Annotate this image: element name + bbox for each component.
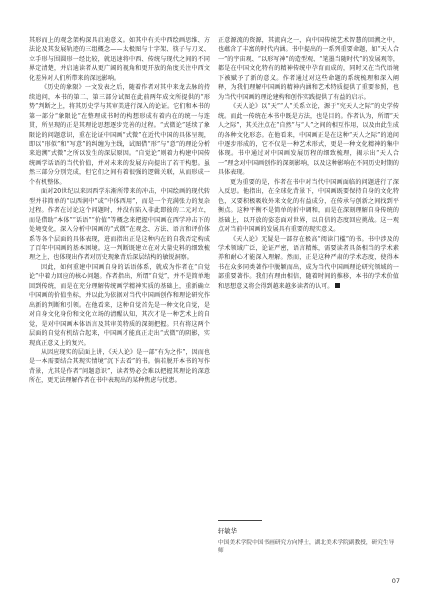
paragraph	[218, 235, 399, 292]
paragraph: 面对20世纪以来因西学东渐所带来的冲击，中国绘画的现代转型并非简单的“以西润中”或“中体西用”，而是一个充满张力的复杂过程。作者在讨论这个问题时，并没有陷入非此即彼的二元对立，而是借助“本体”“话语”“价值”等概念来把握中国画在西学冲击下的处境变化，深入分析中国画的“式微”在观念、方法、语言和评价体系等各个层面的具体表现，进而指出正是这种内在的自我否定构成了百年中国画的基本困境。这一判断既建立在对大量史料的细致梳理之上，也体现出作者对历史现象背后深层结构的敏锐洞察。	[29, 188, 210, 262]
paragraph: 其形而上的观念架构深具启迪意义。如其中有关中西绘画思维、方法论及其发展轨迹的三组概念——太极图与十字架、筷子与刀叉、立手形与围圆形一经比较，就迅速将中西、传统与现代之间的不同界定清楚，并启迪读者从更广阔的视角和更开放的角度关注中西文化差异对人们所带来的深远影响。	[29, 37, 210, 82]
author-divider	[218, 520, 262, 521]
author-block	[218, 527, 399, 556]
author-bio: 中国美术学院中国书画研究方向博士，湖北美术学院副教授，研究生导师	[218, 540, 395, 555]
paragraph-text: 《天人论》无疑是一部存在极高“阅读门槛”的书。书中涉及的学术领域广泛，论证严密，语言精炼，需要读者具备相当的学术素养和耐心才能深入理解。然而，正是这种严肃的学术态度，使得本书在众多同类著作中脱颖而出，成为当代中国画理论研究领域的一部重要著作。我们有理由相信，随着时间的推移，本书的学术价值和思想意义将会得到越来越多读者的认可。	[218, 235, 399, 290]
paragraph: 《天人论》以“天”“人”关系立论，源于“究天人之际”的史学传统。而此一传统在本书中既是方法，也是目的。作者认为，所谓“天人之际”，其关注点在“自然”与“人”之间的相互作用，以及由此生成的各种文化形态。在他看来，中国画正是在这种“天人之际”的追问中逐步形成的，它不仅是一种艺术形式，更是一种文化精神的集中体现。书中通过对中国画发展历程的细致梳理，揭示出“天人合一”理念对中国画创作的深刻影响，以及这种影响在不同历史时期的具体表现。	[218, 103, 399, 177]
left-column	[29, 36, 210, 386]
paragraph: 正意源流的资源，其流向之一，向中国传统艺术智慧的回溯之中，也蕴含了丰富的时代内涵。书中提出的一系列重要命题，如“天人合一”的宇宙观、“以形写神”的造型观、“笔墨当随时代”的发展观等，都是在中国文化特有的精神传统中孕育而成的，同时又在当代语境下被赋予了新的意义。作者通过对这些命题的系统梳理和深入阐释，为我们理解中国画的精神内涵和艺术特质提供了重要参照，也为当代中国画的理论建构和创作实践提供了有益的启示。	[218, 37, 399, 101]
paragraph: 从因应现实的层面上讲，《天人论》是一部“有为之作”，因而也是一本需要结合其现实情境“沉下去看”的书。倘若脱开本书的写作背景，尤其是作者“问题意识”，读者势必会难以把握其理论的深意所在，更无法理解作者在书中表现出的某种焦虑与忧患。	[29, 348, 210, 385]
paragraph: 因此，如何重建中国画自身的话语体系，就成为作者在“自觉论”中着力回应的核心问题。作者指出，所谓“自觉”，并不是简单地回到传统，而是在充分理解传统画学精神实质的基础上，重新确立中国画的价值坐标，并以此为依据对当代中国画创作和理论研究作出新的判断和引领。在他看来，这种自觉首先是一种文化自觉，是对自身文化身份和文化立场的清醒认知，其次才是一种艺术上的自觉，是对中国画本体语言及其审美特质的深刻把握。只有将这两个层面的自觉有机结合起来，中国画才能真正走出“式微”的阴影，实现真正意义上的复兴。	[29, 263, 210, 347]
author-name: 轩敏华	[218, 528, 237, 535]
right-column	[218, 36, 399, 291]
paragraph: 《历史的象限》一文发表之后，随着作者对其中来龙去脉的持续追问，本书的第二、第三部分试图在此前两年成文所提供的“形势”判断之上，将其历史学与其审美进行深入的论证。它们和本书的第一部分“象限论”在整理成书时的构想形成有着内在的统一与连贯，所呈现的正是其理论思想逐步完善的过程。“式微论”延续了象限论的问题意识，重在论证中国画“式微”在近代中国的具体呈现，即以“形似”和“写意”的纠缠为主线，试图借“形”与“意”的理论分析来追溯“式微”之所以发生的深层原因。“自觉论”则着力构建中国传统画学话语的当代价值，并对未来的发展方向提出了若干构想。虽然三部分分别完成，但它们之间有着很强的逻辑关联，从而形成一个有机整体。	[29, 84, 210, 186]
page-number: 07	[391, 577, 400, 585]
end-of-article-mark	[335, 283, 340, 288]
paragraph: 更为重要的是，作者在书中对当代中国画面临的问题进行了深入反思。他指出，在全球化背景下，中国画既要保持自身的文化特色，又要积极吸收外来文化的有益成分，在传承与创新之间找到平衡点。这种平衡不是简单的折中调和，而是在深刻理解自身传统的基础上，以开放的姿态面对世界，以自信的态度回应挑战。这一观点对当前中国画的发展具有重要的现实意义。	[218, 178, 399, 234]
